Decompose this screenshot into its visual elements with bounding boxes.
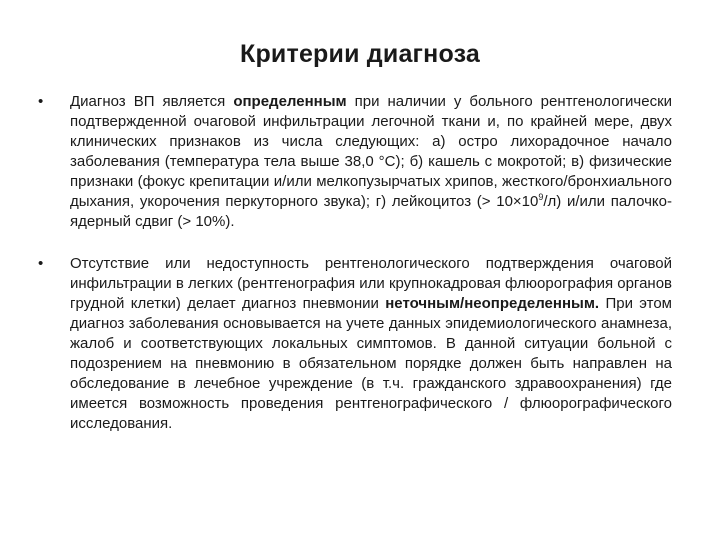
bullet-emphasis: определенным [233, 93, 347, 110]
bullet-marker: • [38, 255, 44, 272]
bullet-item-diagnosis-definite [0, 92, 720, 232]
bullet-list [0, 92, 720, 434]
bullet-text [70, 92, 672, 232]
bullet-item-diagnosis-uncertain [0, 254, 720, 434]
bullet-text-part: Диагноз ВП является [70, 93, 234, 110]
slide-title: Критерии диагноза [240, 40, 480, 68]
bullet-marker: • [38, 93, 44, 110]
bullet-text-part: /л) и/или палочко-ядерный сдвиг (> 10%). [70, 193, 672, 230]
bullet-emphasis: неточным/неопределенным. [385, 295, 600, 312]
bullet-superscript: 9 [538, 192, 544, 202]
bullet-text-part: при наличии у больного рентгенологически подтвержденной очаговой инфильтрации легочной ткани и, по крайней мере, двух клинических признаков из числа следующих: а) остро лихорадочное начало заболевания (температура тела выше 38,0 °С); б) кашель с мокротой; в) физические признаки (фокус крепитации и/или мелкопузырчатых хрипов, жесткого/бронхиального дыхания, укорочения перкуторного звука); г) лейкоцитоз (> 10×10 [70, 93, 673, 210]
bullet-text-part: При этом диагноз заболевания основывается на учете данных эпидемиологического анамнеза, жалоб и соответствующих локальных симптомов. В данной ситуации больной с подозрением на пневмонию в обязательном порядке должен быть направлен на обследование в лечебное учреждение (в т.ч. гражданского здравоохранения) где имеется возможность проведения рентгенографического / флюорографического исследования. [70, 295, 672, 432]
bullet-text [70, 254, 672, 434]
bullet-text-part: Отсутствие или недоступность рентгенологического подтверждения очаговой инфильтрации в легких (рентгенография или крупнокадровая флюорография органов грудной клетки) делает диагноз пневмонии [70, 255, 673, 312]
